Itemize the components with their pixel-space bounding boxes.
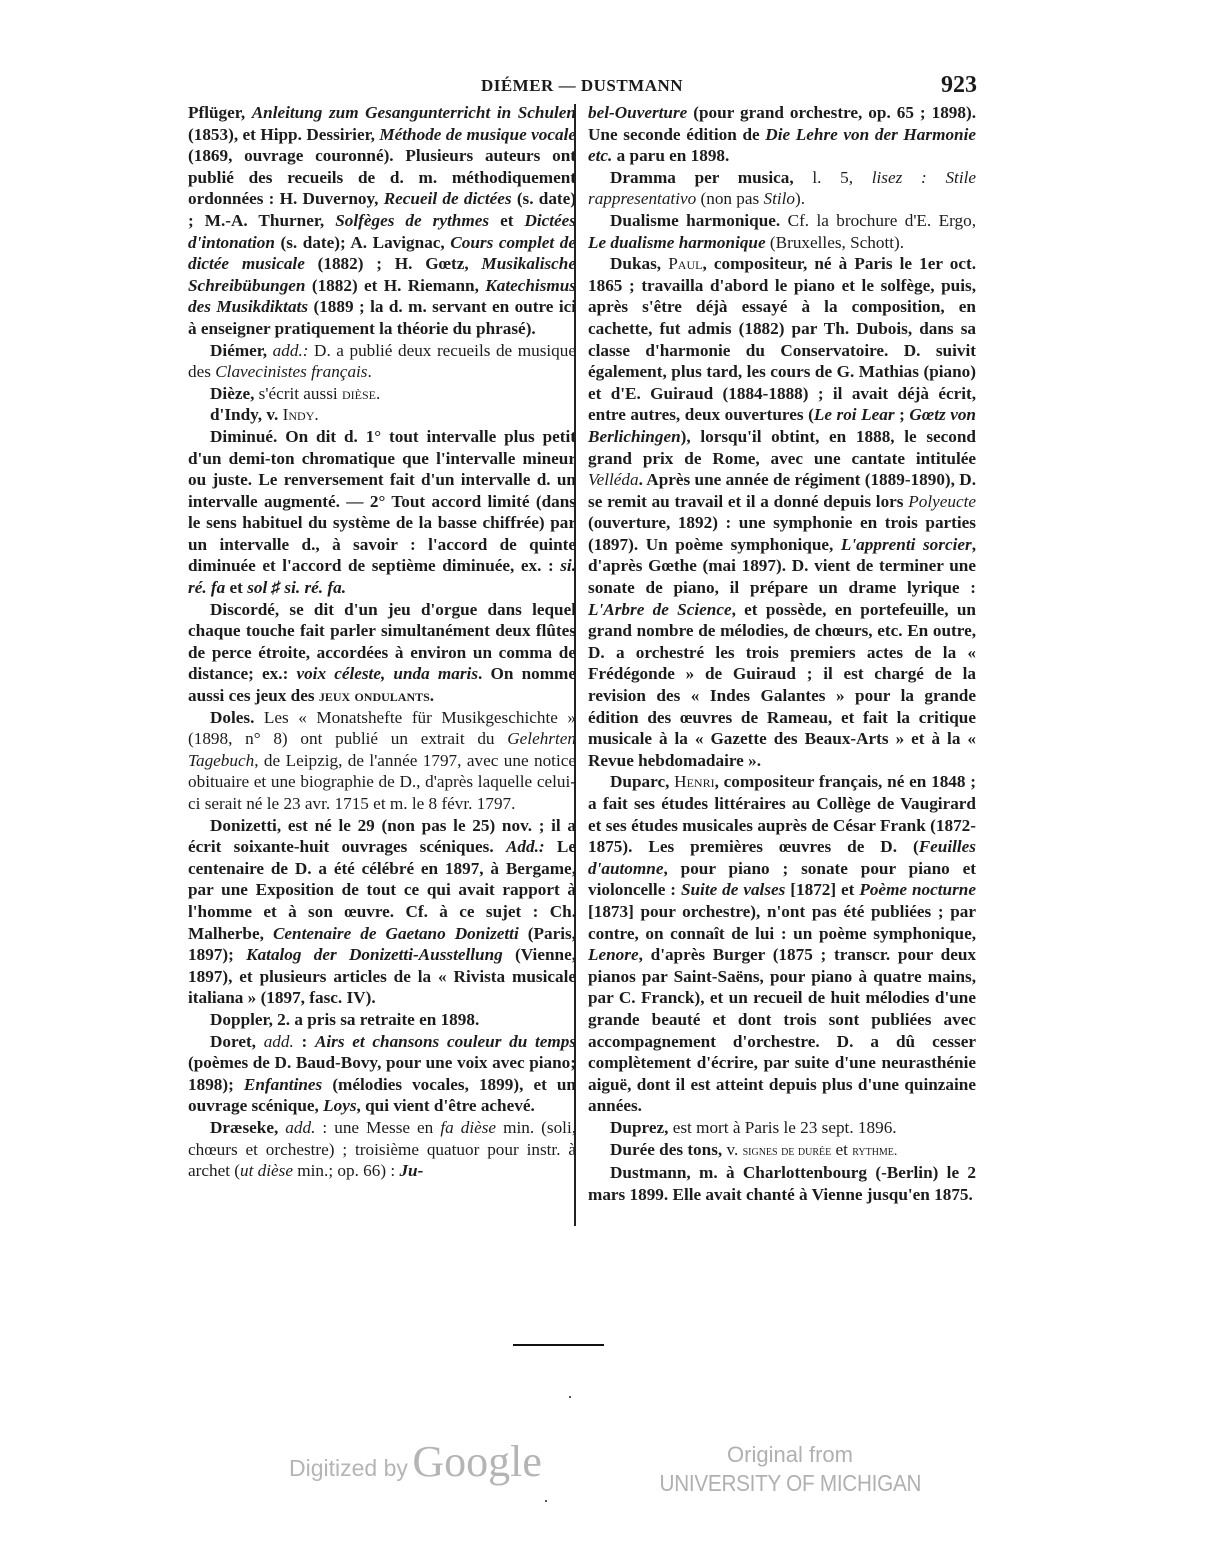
institution-name: UNIVERSITY OF MICHIGAN bbox=[659, 1470, 921, 1496]
original-from-watermark bbox=[640, 1441, 940, 1501]
headword: Dièze, bbox=[210, 383, 255, 403]
entry-diminue: Diminué. On dit d. 1° tout intervalle plus petit d'un demi-ton chromatique que l'intervalle mineur ou juste. Le renversement fait d'un intervalle d. un intervalle augmenté. — 2° Tout accord limité (dans le sens habituel du système de la basse chiffrée) par un intervalle d., à savoir : l'accord de quinte diminuée et l'accord de septième diminuée, ex. : si. ré. fa et sol ♯ si. ré. fa. bbox=[188, 426, 576, 598]
entry-dieze: Dièze, s'écrit aussi dièse. bbox=[210, 383, 381, 403]
entry-continuation: bel-Ouverture (pour grand orchestre, op. 65 ; 1898). Une seconde édition de Die Lehre von der Harmonie etc. a paru en 1898. bbox=[588, 103, 976, 166]
entry-dualisme-harmonique: Dualisme harmonique. Cf. la brochure d'E. Ergo, Le dualisme harmonique (Bruxelles, Schott). bbox=[588, 210, 976, 252]
headword: Dramma per musica, bbox=[610, 167, 794, 187]
entry-doles: Doles. Les « Monatshefte für Musikgeschichte » (1898, n° 8) ont publié un extrait du Gelehrten Tagebuch, de Leipzig, de l'année 1797, avec une notice obituaire et une biographie de D., d'après laquelle celui-ci serait né le 23 avr. 1715 et m. le 8 févr. 1797. bbox=[188, 707, 576, 813]
headword: Dræseke, bbox=[210, 1117, 279, 1137]
headword: Dukas, bbox=[610, 254, 662, 274]
entry-draeseke: Dræseke, add. : une Messe en fa dièse min. (soli, chœurs et orchestre) ; troisième quatuor pour instr. à archet (ut dièse min.; op. 66) : Ju- bbox=[188, 1117, 577, 1181]
headword: Diémer, bbox=[210, 340, 268, 360]
right-column bbox=[588, 102, 976, 1205]
digitized-by-label: Digitized by bbox=[289, 1455, 408, 1481]
original-from-label: Original from bbox=[727, 1442, 853, 1467]
entry-donizetti: Donizetti, est né le 29 (non pas le 25) nov. ; il a écrit soixante-huit ouvrages scéniques. Add.: Le centenaire de D. a été célébré en 1897, à Bergame, par une Exposition de tout ce qui avait rapport à l'homme et à son œuvre. Cf. à ce sujet : Ch. Malherbe, Centenaire de Gaetano Donizetti (Paris, 1897); Katalog der Donizetti-Ausstellung (Vienne, 1897), et plusieurs articles de la « Rivista musicale italiana » (1897, fasc. IV). bbox=[188, 815, 576, 1008]
entry-dustmann: Dustmann, m. à Charlottenbourg (-Berlin) le 2 mars 1899. Elle avait chanté à Vienne jusqu'en 1875. bbox=[588, 1163, 976, 1204]
entry-diemer: Diémer, add.: D. a publié deux recueils de musique des Clavecinistes français. bbox=[188, 340, 576, 382]
entry-dindy: d'Indy, v. Indy. bbox=[210, 405, 319, 425]
left-column bbox=[188, 102, 576, 1182]
entry-discorde: Discordé, se dit d'un jeu d'orgue dans lequel chaque touche fait parler simultanément deux flûtes de perce étroite, accordées à environ un comma de distance; ex.: voix céleste, unda maris. On nomme aussi ces jeux des jeux ondulants. bbox=[188, 599, 576, 706]
entry-dramma-per-musica: Dramma per musica, l. 5, lisez : Stile rappresentativo (non pas Stilo). bbox=[588, 167, 976, 209]
entry-continuation: Pflüger, Anleitung zum Gesangunterricht in Schulen (1853), et Hipp. Dessirier, Méthode de musique vocale (1869, ouvrage couronné). Plusieurs auteurs ont publié des recueils de d. m. méthodiquement ordonnées : H. Duvernoy, Recueil de dictées (s. date) ; M.-A. Thurner, Solfèges de rythmes et Dictées d'intonation (s. date); A. Lavignac, Cours complet de dictée musicale (1882) ; H. Gœtz, Musikalische Schreibübungen (1882) et H. Riemann, Katechismus des Musikdiktats (1889 ; la d. m. servant en outre ici à enseigner pratiquement la théorie du phrasé). bbox=[188, 103, 576, 338]
headword: d'Indy, bbox=[210, 405, 263, 425]
entry-duprez: Duprez, est mort à Paris le 23 sept. 1896. bbox=[610, 1117, 897, 1137]
headword: Diminué. bbox=[210, 426, 278, 446]
headword: Duparc, bbox=[610, 772, 670, 792]
end-rule bbox=[513, 1344, 604, 1346]
headword: Durée des tons, bbox=[610, 1139, 723, 1159]
entry-doppler: Doppler, 2. a pris sa retraite en 1898. bbox=[210, 1009, 480, 1029]
entry-doret: Doret, add. : Airs et chansons couleur du temps (poèmes de D. Baud-Bovy, pour une voix avec piano; 1898); Enfantines (mélodies vocales, 1899), et un ouvrage scénique, Loys, qui vient d'être achevé. bbox=[188, 1031, 577, 1116]
entry-duree-des-tons: Durée des tons, v. signes de durée et rythme. bbox=[610, 1139, 898, 1159]
headword: Dustmann, bbox=[610, 1163, 691, 1183]
entry-dukas: Dukas, Paul, compositeur, né à Paris le 1er oct. 1865 ; travailla d'abord le piano et le solfège, puis, après s'être déjà essayé à la composition, en cachette, fut admis (1882) par Th. Dubois, dans sa classe d'harmonie du Conservatoire. D. suivit également, plus tard, les cours de G. Mathias (piano) et d'E. Guiraud (1884-1888) ; il avait déjà écrit, entre autres, deux ouvertures (Le roi Lear ; Gœtz von Berlichingen), lorsqu'il obtint, en 1888, le second grand prix de Rome, avec une cantate intitulée Velléda. Après une année de régiment (1889-1890), D. se remit au travail et il a donné depuis lors Polyeucte (ouverture, 1892) : une symphonie en trois parties (1897). Un poème symphonique, L'apprenti sorcier, d'après Gœthe (mai 1897). D. vient de terminer une sonate de piano, il prépare un drame lyrique : L'Arbre de Science, et possède, en portefeuille, un grand nombre de mélodies, de chœurs, etc. En outre, D. a orchestré les trois premiers actes de la « Frédégonde » de Guiraud ; il est chargé de la revision des « Indes Galantes » pour la grande édition des œuvres de Rameau, et fait la critique musicale à la « Gazette des Beaux-Arts » et à la « Revue hebdomadaire ». bbox=[588, 254, 977, 770]
page-header bbox=[187, 72, 977, 102]
speck bbox=[569, 1396, 571, 1398]
entry-duparc: Duparc, Henri, compositeur français, né en 1848 ; a fait ses études littéraires au Collège de Vaugirard et ses études musicales auprès de César Frank (1872-1875). Les premières œuvres de D. (Feuilles d'automne, pour piano ; sonate pour piano et violoncelle : Suite de valses [1872] et Poème nocturne [1873] pour orchestre), n'ont pas été publiées ; par contre, on connaît de lui : un poème symphonique, Lenore, d'après Burger (1875 ; transcr. pour deux pianos par Saint-Saëns, pour piano à quatre mains, par C. Franck), et un recueil de huit mélodies d'une grande beauté et dont trois sont publiées avec accompagnement d'orchestre. D. a dû cesser complètement d'écrire, par suite d'une neurasthénie aiguë, dont il est atteint depuis plus d'une quinzaine années. bbox=[588, 772, 976, 1116]
digitized-by-google-watermark bbox=[289, 1436, 542, 1487]
speck bbox=[545, 1500, 547, 1502]
headword: Doret, bbox=[210, 1031, 256, 1051]
headword: Discordé, bbox=[210, 599, 280, 619]
headword: Dualisme harmonique. bbox=[610, 210, 781, 230]
google-logo-text: Google bbox=[412, 1437, 542, 1486]
running-head: DIÉMER — DUSTMANN bbox=[480, 76, 684, 95]
headword: Doles. bbox=[210, 707, 255, 727]
headword: Doppler, bbox=[210, 1009, 273, 1029]
headword: Duprez, bbox=[610, 1117, 669, 1137]
headword: Donizetti, bbox=[210, 815, 282, 835]
page-number: 923 bbox=[941, 72, 977, 98]
